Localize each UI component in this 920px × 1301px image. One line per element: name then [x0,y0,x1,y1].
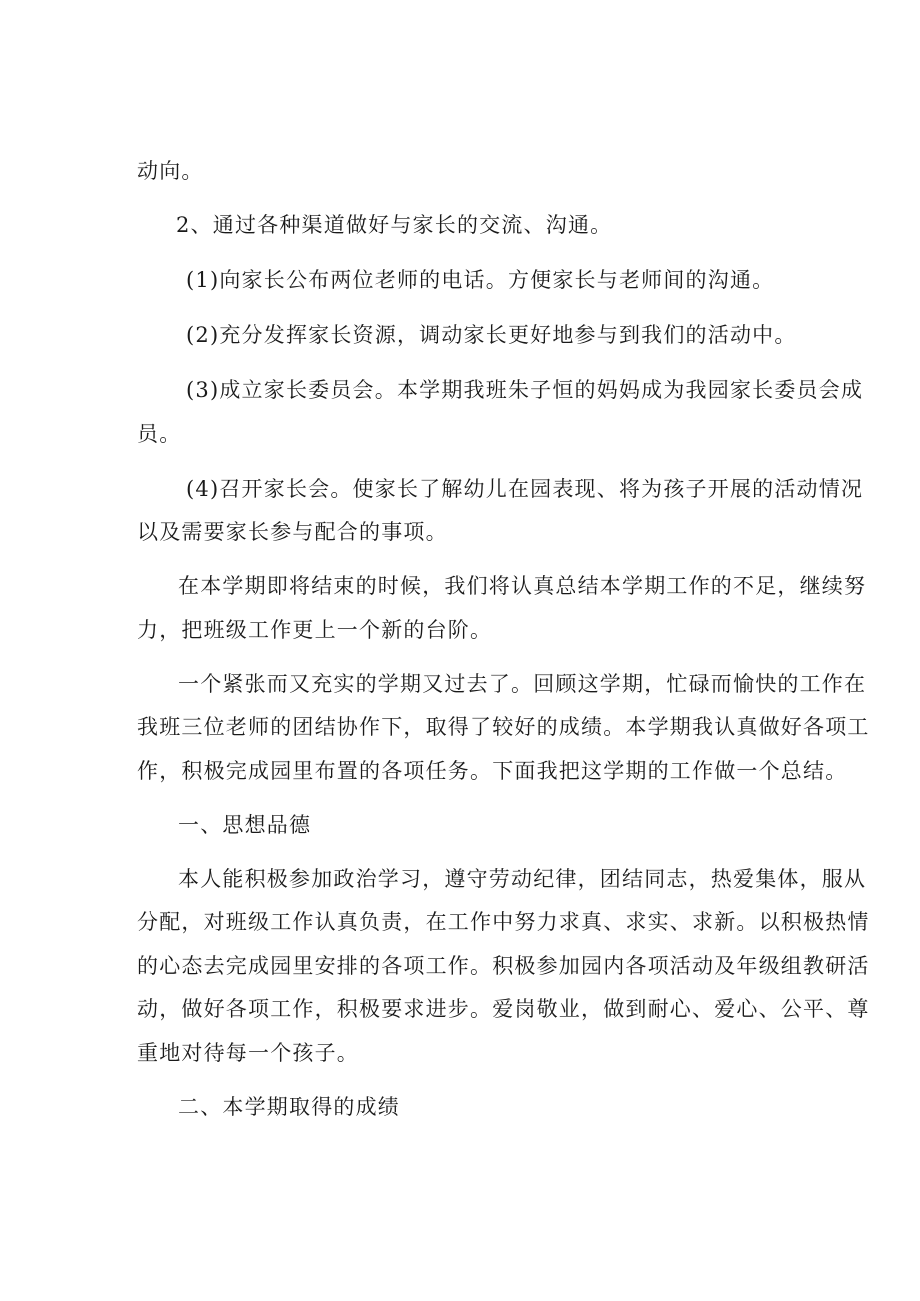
list-item-continuation: 员。 [137,422,182,446]
paragraph-line: 在本学期即将结束的时候，我们将认真总结本学期工作的不足，继续努 [178,574,867,598]
list-item: (1)向家长公布两位老师的电话。方便家长与老师间的沟通。 [186,268,775,292]
paragraph-line: 本人能积极参加政治学习，遵守劳动纪律，团结同志，热爱集体，服从 [178,867,867,891]
paragraph-line: 重地对待每一个孩子。 [137,1041,359,1065]
list-item-continuation: 以及需要家长参与配合的事项。 [137,520,448,544]
paragraph-line: 动向。 [137,159,204,183]
list-item: (4)召开家长会。使家长了解幼儿在园表现、将为孩子开展的活动情况 [186,477,864,501]
section-heading: 二、本学期取得的成绩 [178,1095,400,1119]
paragraph-line: 我班三位老师的团结协作下，取得了较好的成绩。本学期我认真做好各项工 [137,715,870,739]
paragraph-line: 分配，对班级工作认真负责，在工作中努力求真、求实、求新。以积极热情 [137,910,870,934]
section-heading: 一、思想品德 [178,813,312,837]
paragraph-line: 力，把班级工作更上一个新的台阶。 [137,618,493,642]
paragraph-line: 一个紧张而又充实的学期又过去了。回顾这学期，忙碌而愉快的工作在 [178,672,867,696]
list-item: (2)充分发挥家长资源，调动家长更好地参与到我们的活动中。 [186,323,797,347]
paragraph-line: 的心态去完成园里安排的各项工作。积极参加园内各项活动及年级组教研活 [137,954,870,978]
list-item: (3)成立家长委员会。本学期我班朱子恒的妈妈成为我园家长委员会成 [186,378,864,402]
list-heading: 2、通过各种渠道做好与家长的交流、沟通。 [176,213,613,237]
paragraph-line: 作，积极完成园里布置的各项任务。下面我把这学期的工作做一个总结。 [137,759,848,783]
paragraph-line: 动，做好各项工作，积极要求进步。爱岗敬业，做到耐心、爱心、公平、尊 [137,997,870,1021]
